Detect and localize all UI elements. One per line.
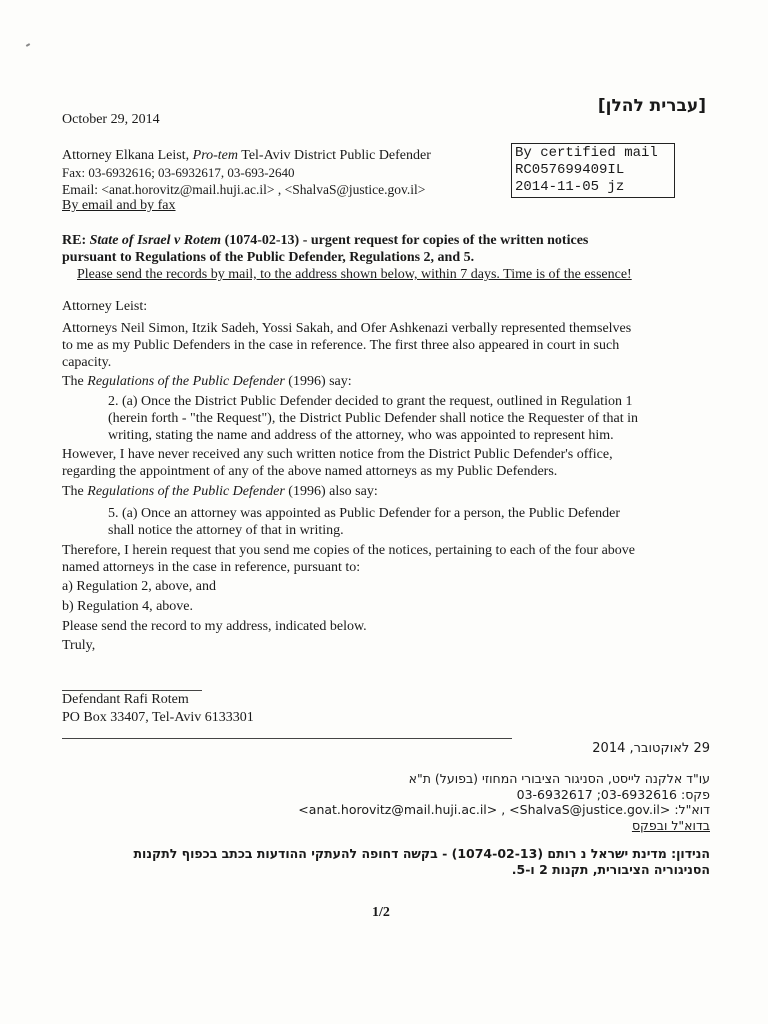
paragraph-1-line-2: to me as my Public Defenders in the case in reference. The first three also appeared in court in such — [62, 338, 620, 353]
reg-also-title: Regulations of the Public Defender — [87, 484, 285, 499]
paragraph-3-line-2: named attorneys in the case in reference, pursuant to: — [62, 560, 361, 575]
re-line-3: Please send the records by mail, to the address shown below, within 7 days. Time is of the essence! — [77, 267, 632, 282]
re-case-name: State of Israel v Rotem — [89, 233, 222, 248]
paragraph-2-line-2: regarding the appointment of any of the above named attorneys as my Public Defenders. — [62, 464, 558, 479]
hebrew-delivery: בדוא"ל ובפקס — [631, 818, 710, 833]
item-a: a) Regulation 2, above, and — [62, 579, 216, 594]
paragraph-2-line-1: However, I have never received any such written notice from the District Public Defender's office, — [62, 447, 613, 462]
hebrew-fax: פקס: 03-6932616; 03-6932617 — [516, 787, 710, 802]
letter-date: October 29, 2014 — [62, 112, 160, 127]
reg-say-post: (1996) say: — [284, 374, 352, 389]
quote-2-line-1: 5. (a) Once an attorney was appointed as Public Defender for a person, the Public Defender — [108, 506, 620, 521]
stamp-tracking-number: RC057699409IL — [515, 162, 625, 178]
certified-mail-stamp — [511, 143, 675, 198]
regulations-also-say — [62, 483, 378, 500]
paragraph-1-line-3: capacity. — [62, 355, 112, 370]
re-label: RE: — [62, 233, 90, 248]
hebrew-date: 29 לאוקטובר, 2014 — [592, 741, 710, 756]
hebrew-email: דוא"ל: <anat.horovitz@mail.huji.ac.il> , <ShalvaS@justice.gov.il> — [298, 802, 710, 817]
scan-speck — [26, 43, 30, 47]
closing: Truly, — [62, 638, 96, 653]
paragraph-4: Please send the record to my address, indicated below. — [62, 619, 367, 634]
page-number: 1/2 — [372, 905, 390, 920]
re-line-1-rest: (1074-02-13) - urgent request for copies of the written notices — [221, 233, 589, 248]
addressee-email: Email: <anat.horovitz@mail.huji.ac.il> , <ShalvaS@justice.gov.il> — [62, 182, 426, 197]
reg-title: Regulations of the Public Defender — [87, 374, 285, 389]
re-line-2: pursuant to Regulations of the Public Defender, Regulations 2, and 5. — [62, 250, 475, 265]
addressee-protem: Pro-tem — [192, 148, 238, 163]
item-b: b) Regulation 4, above. — [62, 599, 194, 614]
re-line-1 — [62, 232, 588, 249]
reg-say-pre: The — [62, 374, 88, 389]
hebrew-addressee: עו"ד אלקנה לייסט, הסניגור הציבורי המחוזי (בפועל) ת"א — [408, 771, 710, 786]
addressee-line — [62, 147, 431, 164]
delivery-method: By email and by fax — [62, 198, 176, 213]
addressee-fax: Fax: 03-6932616; 03-6932617, 03-693-2640 — [62, 165, 295, 180]
addressee-prefix: Attorney Elkana Leist, — [62, 148, 193, 163]
addressee-suffix: Tel-Aviv District Public Defender — [238, 148, 431, 163]
hebrew-header: [עברית להלן] — [597, 96, 706, 116]
stamp-date: 2014-11-05 jz — [515, 179, 625, 195]
signature-address: PO Box 33407, Tel-Aviv 6133301 — [62, 710, 254, 725]
quote-2-line-2: shall notice the attorney of that in writing. — [108, 523, 344, 538]
quote-1-line-1: 2. (a) Once the District Public Defender decided to grant the request, outlined in Regulation 1 — [108, 394, 633, 409]
paragraph-1-line-1: Attorneys Neil Simon, Itzik Sadeh, Yossi Sakah, and Ofer Ashkenazi verbally represented themselves — [62, 321, 632, 336]
hebrew-re-line-1: הנידון: מדינת ישראל נ רותם (1074-02-13) - בקשה דחופה להעתקי ההודעות בכתב בכפוף לתקנות — [133, 846, 710, 861]
hebrew-re-line-2: הסניגוריה הציבורית, תקנות 2 ו-5. — [511, 862, 710, 877]
quote-1-line-2: (herein forth - "the Request"), the District Public Defender shall notice the Requester of that in — [108, 411, 639, 426]
reg-also-post: (1996) also say: — [284, 484, 378, 499]
regulations-say — [62, 373, 352, 390]
salutation: Attorney Leist: — [62, 299, 148, 314]
reg-also-pre: The — [62, 484, 88, 499]
section-divider — [62, 738, 512, 739]
quote-1-line-3: writing, stating the name and address of the attorney, who was appointed to represent him. — [108, 428, 614, 443]
signature-name: Defendant Rafi Rotem — [62, 692, 189, 707]
stamp-line-1: By certified mail — [515, 145, 658, 161]
paragraph-3-line-1: Therefore, I herein request that you send me copies of the notices, pertaining to each of the four above — [62, 543, 636, 558]
